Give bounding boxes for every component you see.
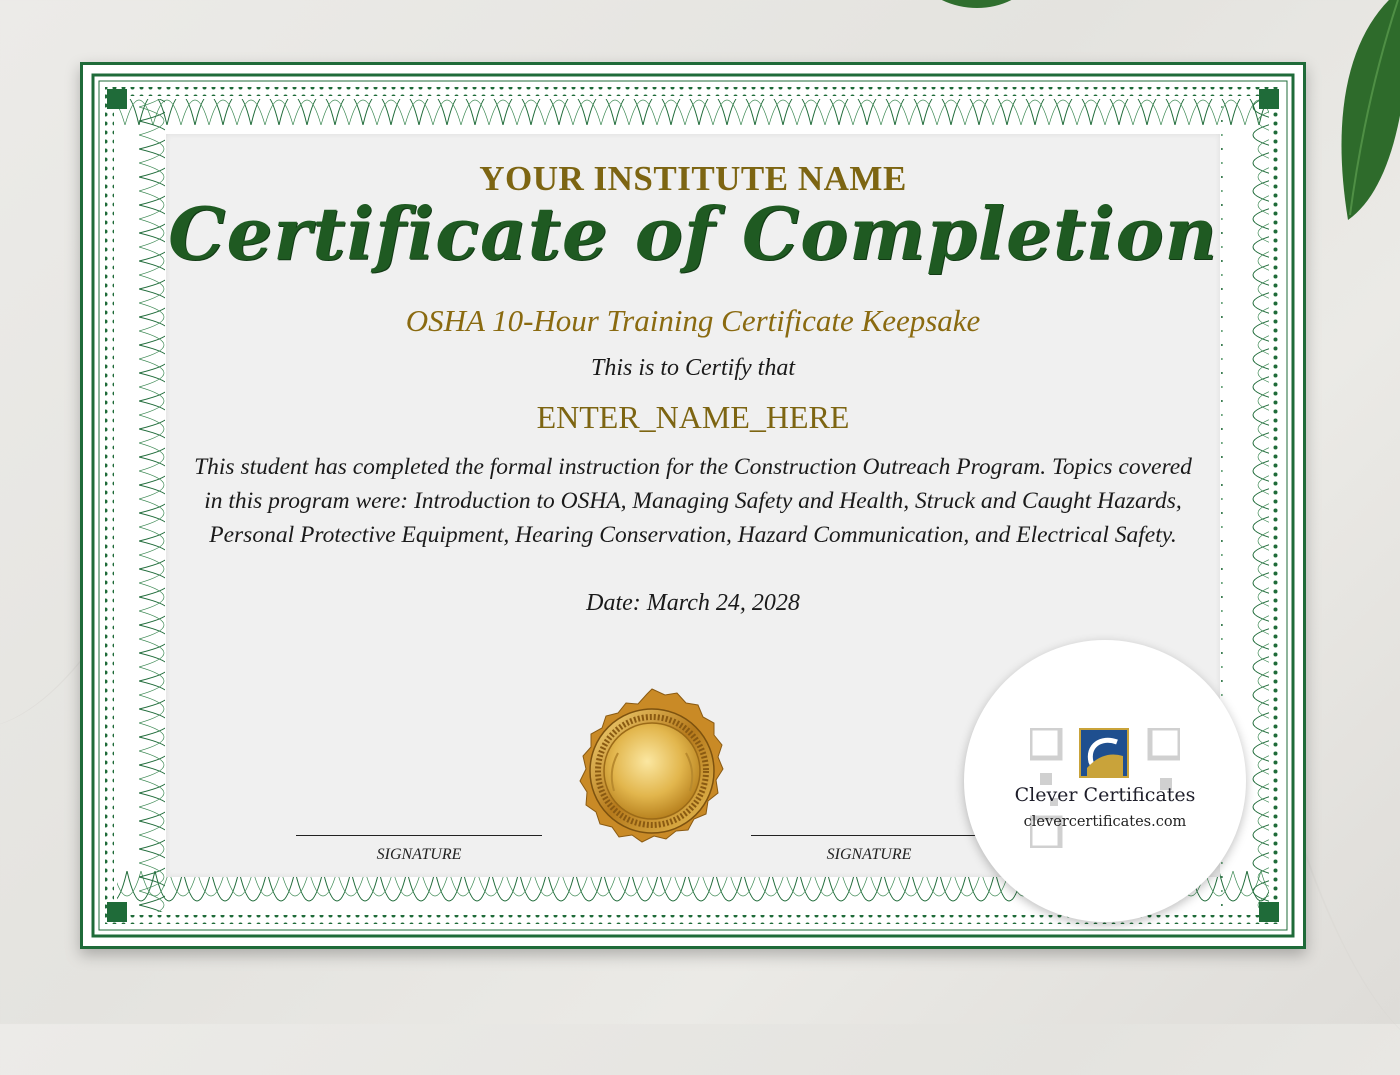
signature-line-left xyxy=(296,835,542,836)
clever-certificates-logo-icon xyxy=(1079,728,1129,782)
clever-certificates-badge xyxy=(964,640,1246,922)
certify-line: This is to Certify that xyxy=(590,355,796,381)
certificate-date: Date: March 24, 2028 xyxy=(586,590,800,616)
signature-label-left: SIGNATURE xyxy=(376,846,462,863)
gold-seal-icon xyxy=(552,686,752,860)
certificate-title: Certificate of Completion xyxy=(168,191,1218,276)
leaf-right-icon xyxy=(1330,0,1400,235)
certificate-description: This student has completed the formal instruction for the Construction Outreach Program. Topics covered in this program were: Introduction to OSHA, Managing Safety and Health, Struck and Caught Hazards, Personal Protective Equipment, Hearing Conservation, Hazard Communication, and Electrical Safety. xyxy=(194,454,1192,548)
certificate-subtitle: OSHA 10-Hour Training Certificate Keepsake xyxy=(405,303,981,338)
institute-name: YOUR INSTITUTE NAME xyxy=(479,159,907,198)
leaf-top-icon xyxy=(920,0,1030,20)
badge-brand-name: Clever Certificates xyxy=(1014,784,1196,806)
recipient-name: ENTER_NAME_HERE xyxy=(536,399,850,435)
badge-website-link[interactable]: clevercertificates.com xyxy=(1023,814,1187,830)
signature-label-right: SIGNATURE xyxy=(826,846,912,863)
signature-line-right xyxy=(751,835,981,836)
